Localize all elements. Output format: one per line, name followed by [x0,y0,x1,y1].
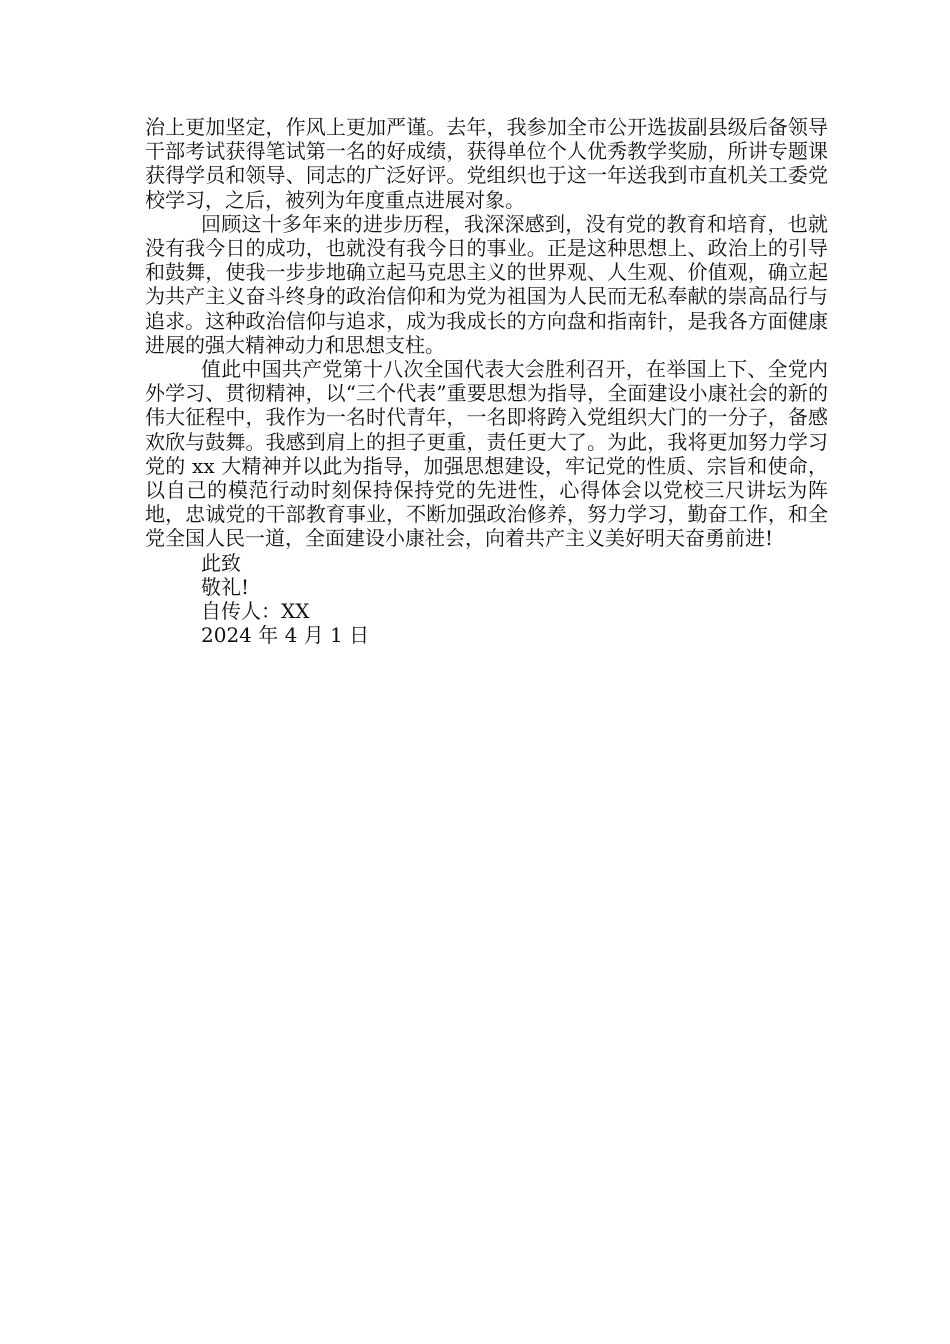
paragraph-3: 值此中国共产党第十八次全国代表大会胜利召开，在举国上下、全党内外学习、贯彻精神，以“三个代表”重要思想为指导，全面建设小康社会的新的伟大征程中，我作为一名时代青年，一名即将跨入党组织大门的一分子，备感欢欣与鼓舞。我感到肩上的担子更重，责任更大了。为此，我将更加努力学习党的 xx 大精神并以此为指导，加强思想建设，牢记党的性质、宗旨和使命，以自己的模范行动时刻保持保持党的先进性，心得体会以党校三尺讲坛为阵地，忠诚党的干部教育事业，不断加强政治修养，努力学习，勤奋工作，和全党全国人民一道，全面建设小康社会，向着共产主义美好明天奋勇前进! [145,357,828,551]
closing-salutation: 此致 [201,550,241,575]
author-signature: 自传人：XX [201,599,310,624]
document-body [145,115,828,647]
document-date: 2024 年 4 月 1 日 [201,623,370,648]
paragraph-2: 回顾这十多年来的进步历程，我深深感到，没有党的教育和培育，也就没有我今日的成功，也就没有我今日的事业。正是这种思想上、政治上的引导和鼓舞，使我一步步地确立起马克思主义的世界观、人生观、价值观，确立起为共产主义奋斗终身的政治信仰和为党为祖国为人民而无私奉献的崇高品行与追求。这种政治信仰与追求，成为我成长的方向盘和指南针，是我各方面健康进展的强大精神动力和思想支柱。 [145,211,828,357]
paragraph-1: 治上更加坚定，作风上更加严谨。去年，我参加全市公开选拔副县级后备领导干部考试获得笔试第一名的好成绩，获得单位个人优秀教学奖励，所讲专题课获得学员和领导、同志的广泛好评。党组织也于这一年送我到市直机关工委党校学习，之后，被列为年度重点进展对象。 [145,115,828,212]
closing-respect: 敬礼! [201,574,250,599]
